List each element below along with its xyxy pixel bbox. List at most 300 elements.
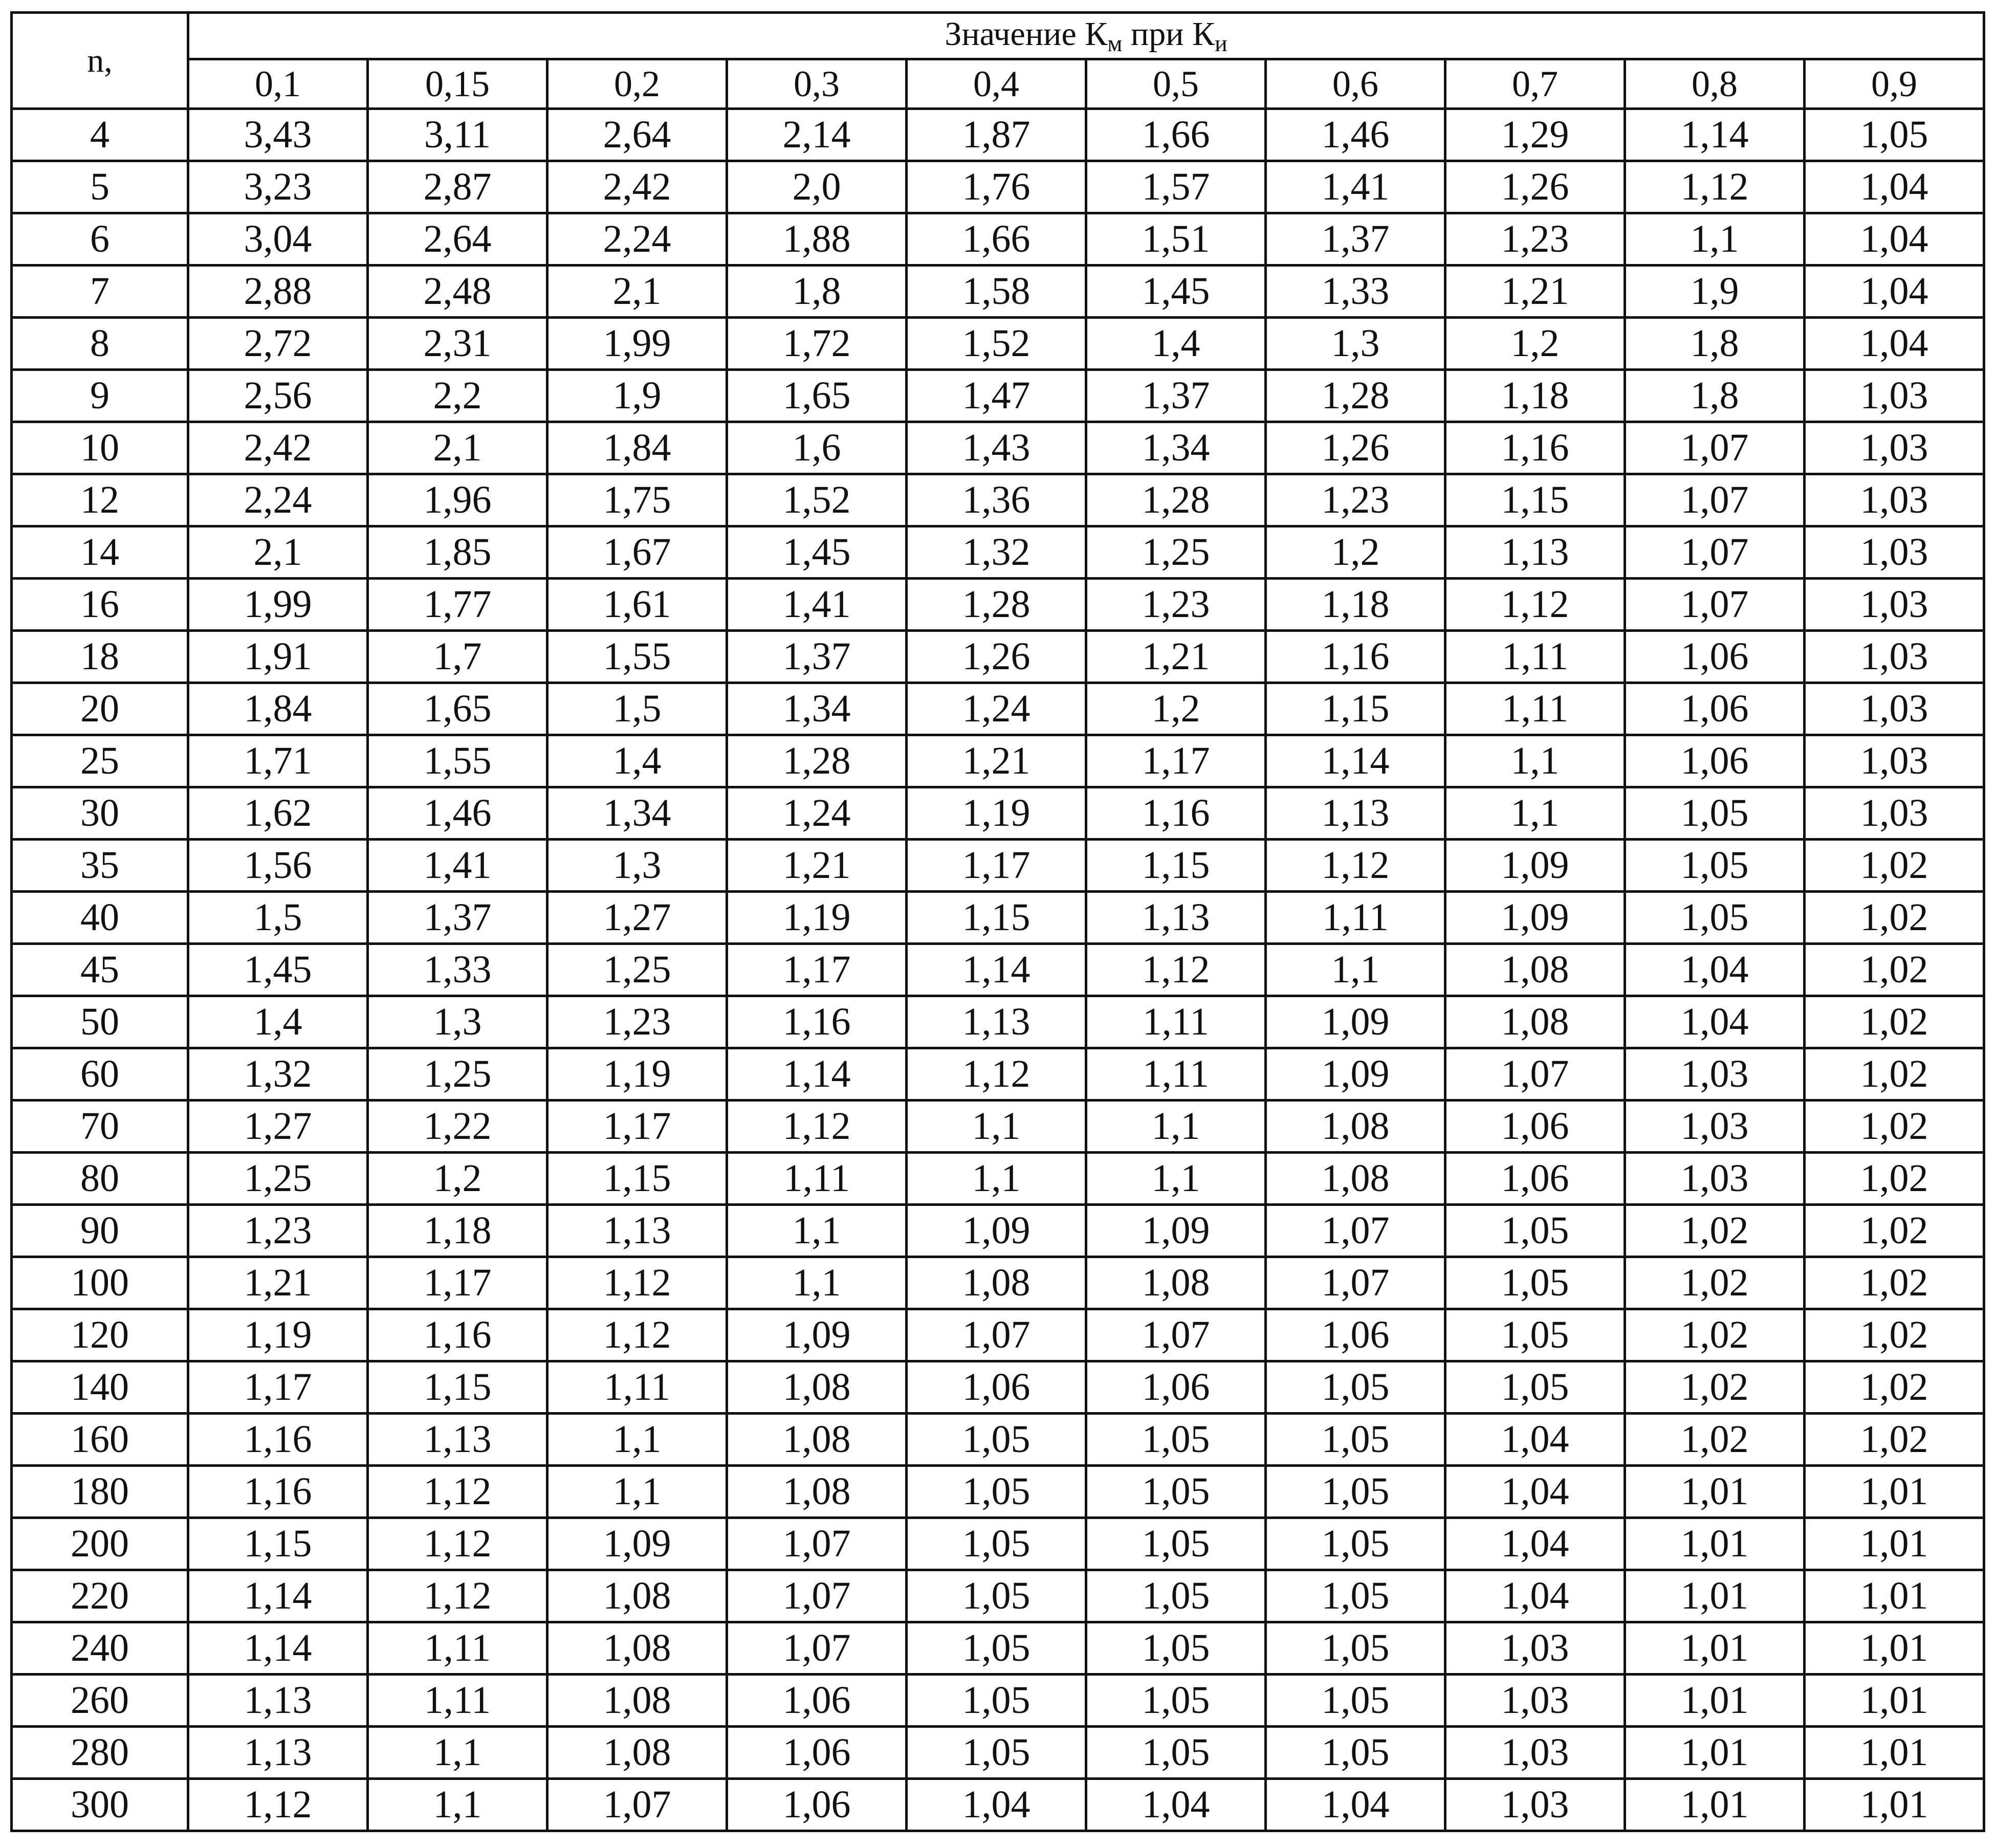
- km-value-cell: 1,61: [547, 579, 727, 631]
- table-row: [12, 787, 1984, 840]
- km-value-cell: 1,02: [1625, 1361, 1805, 1414]
- km-value-cell: 1,02: [1805, 840, 1984, 892]
- km-value-cell: 1,14: [907, 944, 1086, 996]
- km-value-cell: 1,29: [1445, 109, 1625, 161]
- km-value-cell: 1,07: [907, 1309, 1086, 1361]
- km-value-cell: 1,08: [1266, 1101, 1445, 1153]
- km-value-cell: 1,34: [727, 683, 907, 735]
- km-value-cell: 1,23: [1445, 213, 1625, 266]
- km-value-cell: 1,34: [547, 787, 727, 840]
- km-value-cell: 1,1: [907, 1101, 1086, 1153]
- km-value-cell: 2,14: [727, 109, 907, 161]
- km-value-cell: 1,45: [727, 526, 907, 579]
- km-value-cell: 1,12: [727, 1101, 907, 1153]
- km-value-cell: 1,08: [1086, 1257, 1266, 1309]
- km-value-cell: 2,64: [368, 213, 547, 266]
- km-value-cell: 1,55: [368, 735, 547, 787]
- km-value-cell: 1,19: [188, 1309, 368, 1361]
- km-value-cell: 1,07: [1625, 474, 1805, 526]
- km-value-cell: 1,04: [1445, 1518, 1625, 1570]
- ki-subscript: и: [1215, 30, 1227, 56]
- km-value-cell: 1,99: [547, 318, 727, 370]
- km-value-cell: 1,3: [547, 840, 727, 892]
- km-value-cell: 1,3: [1266, 318, 1445, 370]
- km-value-cell: 1,07: [727, 1622, 907, 1675]
- n-cell: 25: [12, 735, 188, 787]
- km-value-cell: 1,21: [727, 840, 907, 892]
- n-cell: 12: [12, 474, 188, 526]
- table-row: [12, 370, 1984, 422]
- km-value-cell: 1,99: [188, 579, 368, 631]
- km-value-cell: 1,05: [907, 1414, 1086, 1466]
- km-value-cell: 2,0: [727, 161, 907, 213]
- km-value-cell: 1,65: [368, 683, 547, 735]
- km-value-cell: 1,17: [727, 944, 907, 996]
- km-value-cell: 1,52: [907, 318, 1086, 370]
- km-value-cell: 1,17: [547, 1101, 727, 1153]
- km-value-cell: 1,05: [1086, 1675, 1266, 1727]
- km-value-cell: 1,03: [1805, 631, 1984, 683]
- km-value-cell: 1,2: [1266, 526, 1445, 579]
- table-body: [12, 109, 1984, 1831]
- km-value-cell: 1,23: [1086, 579, 1266, 631]
- km-value-cell: 1,12: [188, 1779, 368, 1831]
- km-value-cell: 1,05: [1625, 787, 1805, 840]
- km-value-cell: 1,2: [1086, 683, 1266, 735]
- km-value-cell: 1,11: [1086, 1048, 1266, 1101]
- km-value-cell: 1,21: [1445, 266, 1625, 318]
- km-value-cell: 1,04: [1805, 318, 1984, 370]
- ki-header-cell: 0,15: [368, 59, 547, 109]
- km-value-cell: 1,1: [727, 1205, 907, 1257]
- km-value-cell: 1,76: [907, 161, 1086, 213]
- km-coefficient-table: [10, 11, 1985, 1832]
- km-value-cell: 1,84: [188, 683, 368, 735]
- km-value-cell: 1,02: [1805, 1361, 1984, 1414]
- km-value-cell: 1,08: [1445, 996, 1625, 1048]
- km-value-cell: 1,36: [907, 474, 1086, 526]
- km-value-cell: 3,43: [188, 109, 368, 161]
- km-value-cell: 1,75: [547, 474, 727, 526]
- km-value-cell: 1,11: [1266, 892, 1445, 944]
- km-value-cell: 1,07: [1445, 1048, 1625, 1101]
- km-value-cell: 1,72: [727, 318, 907, 370]
- km-value-cell: 1,37: [368, 892, 547, 944]
- km-value-cell: 1,03: [1805, 422, 1984, 474]
- km-value-cell: 1,43: [907, 422, 1086, 474]
- km-value-cell: 1,04: [1445, 1466, 1625, 1518]
- ki-header-cell: 0,7: [1445, 59, 1625, 109]
- n-cell: 140: [12, 1361, 188, 1414]
- km-value-cell: 1,4: [188, 996, 368, 1048]
- km-value-cell: 1,14: [727, 1048, 907, 1101]
- n-cell: 180: [12, 1466, 188, 1518]
- km-value-cell: 1,02: [1805, 1309, 1984, 1361]
- km-value-cell: 1,06: [1625, 631, 1805, 683]
- n-cell: 10: [12, 422, 188, 474]
- km-value-cell: 2,2: [368, 370, 547, 422]
- km-value-cell: 1,34: [1086, 422, 1266, 474]
- table-row: [12, 1153, 1984, 1205]
- km-value-cell: 1,67: [547, 526, 727, 579]
- km-value-cell: 1,65: [727, 370, 907, 422]
- km-value-cell: 1,01: [1625, 1727, 1805, 1779]
- km-value-cell: 1,08: [547, 1675, 727, 1727]
- km-value-cell: 1,08: [727, 1361, 907, 1414]
- km-value-cell: 1,03: [1445, 1622, 1625, 1675]
- km-value-cell: 1,06: [1625, 735, 1805, 787]
- km-value-cell: 1,37: [1086, 370, 1266, 422]
- table-row: [12, 526, 1984, 579]
- km-value-cell: 1,18: [1445, 370, 1625, 422]
- km-value-cell: 1,23: [188, 1205, 368, 1257]
- km-value-cell: 1,4: [1086, 318, 1266, 370]
- km-value-cell: 2,24: [547, 213, 727, 266]
- km-value-cell: 1,62: [188, 787, 368, 840]
- km-value-cell: 2,1: [368, 422, 547, 474]
- km-value-cell: 1,05: [1805, 109, 1984, 161]
- km-value-cell: 2,88: [188, 266, 368, 318]
- km-value-cell: 1,15: [1266, 683, 1445, 735]
- km-value-cell: 1,06: [1445, 1153, 1625, 1205]
- km-value-cell: 1,1: [547, 1466, 727, 1518]
- n-cell: 20: [12, 683, 188, 735]
- km-value-cell: 1,15: [1445, 474, 1625, 526]
- km-value-cell: 1,51: [1086, 213, 1266, 266]
- km-value-cell: 1,14: [1625, 109, 1805, 161]
- km-value-cell: 1,08: [907, 1257, 1086, 1309]
- table-row: [12, 1257, 1984, 1309]
- ki-header-row: [12, 59, 1984, 109]
- km-value-cell: 2,48: [368, 266, 547, 318]
- km-value-cell: 1,04: [907, 1779, 1086, 1831]
- km-value-cell: 1,25: [1086, 526, 1266, 579]
- n-cell: 280: [12, 1727, 188, 1779]
- n-cell: 14: [12, 526, 188, 579]
- km-value-cell: 1,85: [368, 526, 547, 579]
- n-cell: 240: [12, 1622, 188, 1675]
- km-value-cell: 1,05: [907, 1570, 1086, 1622]
- km-value-cell: 1,18: [1266, 579, 1445, 631]
- km-value-cell: 1,09: [1445, 840, 1625, 892]
- km-value-cell: 1,15: [188, 1518, 368, 1570]
- km-value-cell: 1,1: [907, 1153, 1086, 1205]
- km-value-cell: 1,13: [1086, 892, 1266, 944]
- km-value-cell: 1,09: [1266, 1048, 1445, 1101]
- table-row: [12, 735, 1984, 787]
- km-value-cell: 1,04: [1625, 944, 1805, 996]
- n-cell: 9: [12, 370, 188, 422]
- km-value-cell: 1,12: [1266, 840, 1445, 892]
- km-value-cell: 1,02: [1625, 1205, 1805, 1257]
- km-value-cell: 1,05: [907, 1466, 1086, 1518]
- table-row: [12, 840, 1984, 892]
- km-value-cell: 1,87: [907, 109, 1086, 161]
- km-value-cell: 2,1: [547, 266, 727, 318]
- km-value-cell: 1,14: [188, 1622, 368, 1675]
- ki-header-cell: 0,6: [1266, 59, 1445, 109]
- km-value-cell: 1,05: [1086, 1518, 1266, 1570]
- table-row: [12, 422, 1984, 474]
- km-value-cell: 1,12: [547, 1257, 727, 1309]
- km-value-cell: 1,05: [1445, 1205, 1625, 1257]
- table-row: [12, 944, 1984, 996]
- km-value-cell: 1,07: [1086, 1309, 1266, 1361]
- km-value-cell: 1,03: [1805, 683, 1984, 735]
- km-value-cell: 1,71: [188, 735, 368, 787]
- ki-header-cell: 0,5: [1086, 59, 1266, 109]
- km-value-cell: 1,05: [1445, 1257, 1625, 1309]
- km-value-cell: 1,41: [1266, 161, 1445, 213]
- km-value-cell: 1,08: [547, 1622, 727, 1675]
- km-value-cell: 1,04: [1086, 1779, 1266, 1831]
- km-value-cell: 1,37: [727, 631, 907, 683]
- km-value-cell: 1,22: [368, 1101, 547, 1153]
- table-row: [12, 1414, 1984, 1466]
- km-value-cell: 1,05: [1266, 1361, 1445, 1414]
- km-value-cell: 1,02: [1805, 1414, 1984, 1466]
- n-cell: 4: [12, 109, 188, 161]
- km-value-cell: 1,02: [1805, 944, 1984, 996]
- km-value-cell: 1,27: [188, 1101, 368, 1153]
- ki-header-cell: 0,1: [188, 59, 368, 109]
- km-value-cell: 1,11: [368, 1675, 547, 1727]
- n-cell: 45: [12, 944, 188, 996]
- km-value-cell: 1,07: [1266, 1257, 1445, 1309]
- km-value-cell: 1,05: [1266, 1518, 1445, 1570]
- km-value-cell: 1,25: [547, 944, 727, 996]
- table-row: [12, 474, 1984, 526]
- km-value-cell: 2,64: [547, 109, 727, 161]
- km-value-cell: 1,09: [1266, 996, 1445, 1048]
- km-value-cell: 1,05: [907, 1518, 1086, 1570]
- km-value-cell: 1,09: [907, 1205, 1086, 1257]
- km-value-cell: 1,06: [727, 1727, 907, 1779]
- km-value-cell: 1,77: [368, 579, 547, 631]
- km-value-cell: 1,08: [727, 1466, 907, 1518]
- km-value-cell: 1,03: [1625, 1101, 1805, 1153]
- km-value-cell: 1,02: [1625, 1309, 1805, 1361]
- km-value-cell: 1,12: [1086, 944, 1266, 996]
- km-value-cell: 1,03: [1625, 1048, 1805, 1101]
- km-value-cell: 1,21: [188, 1257, 368, 1309]
- km-value-cell: 1,01: [1625, 1622, 1805, 1675]
- table-row: [12, 1361, 1984, 1414]
- km-value-cell: 1,28: [1086, 474, 1266, 526]
- km-value-cell: 1,16: [1445, 422, 1625, 474]
- km-value-cell: 1,1: [1086, 1153, 1266, 1205]
- km-value-cell: 1,05: [1086, 1570, 1266, 1622]
- km-value-cell: 1,06: [1266, 1309, 1445, 1361]
- km-value-cell: 1,01: [1805, 1622, 1984, 1675]
- table-row: [12, 579, 1984, 631]
- n-cell: 16: [12, 579, 188, 631]
- km-value-cell: 2,31: [368, 318, 547, 370]
- km-value-cell: 3,04: [188, 213, 368, 266]
- table-row: [12, 1570, 1984, 1622]
- km-value-cell: 1,14: [188, 1570, 368, 1622]
- km-value-cell: 1,1: [547, 1414, 727, 1466]
- km-value-cell: 1,19: [547, 1048, 727, 1101]
- km-value-cell: 1,28: [1266, 370, 1445, 422]
- km-value-cell: 1,01: [1805, 1466, 1984, 1518]
- km-value-cell: 1,17: [907, 840, 1086, 892]
- km-value-cell: 1,32: [188, 1048, 368, 1101]
- km-value-cell: 1,66: [1086, 109, 1266, 161]
- km-value-cell: 1,12: [368, 1518, 547, 1570]
- table-row: [12, 1466, 1984, 1518]
- km-value-cell: 1,01: [1625, 1466, 1805, 1518]
- km-value-cell: 1,66: [907, 213, 1086, 266]
- km-value-cell: 1,08: [1266, 1153, 1445, 1205]
- km-subscript: м: [1107, 30, 1123, 56]
- km-value-cell: 1,28: [727, 735, 907, 787]
- table-row: [12, 892, 1984, 944]
- km-value-cell: 1,96: [368, 474, 547, 526]
- n-cell: 160: [12, 1414, 188, 1466]
- n-cell: 50: [12, 996, 188, 1048]
- km-value-cell: 1,1: [1086, 1101, 1266, 1153]
- table-row: [12, 161, 1984, 213]
- km-value-cell: 1,05: [1445, 1309, 1625, 1361]
- km-value-cell: 1,4: [547, 735, 727, 787]
- km-value-cell: 1,8: [1625, 370, 1805, 422]
- km-value-cell: 2,24: [188, 474, 368, 526]
- table-row: [12, 318, 1984, 370]
- km-value-cell: 1,6: [727, 422, 907, 474]
- km-value-cell: 1,03: [1805, 735, 1984, 787]
- km-value-cell: 1,12: [547, 1309, 727, 1361]
- km-value-cell: 1,25: [188, 1153, 368, 1205]
- km-value-cell: 1,16: [727, 996, 907, 1048]
- n-cell: 80: [12, 1153, 188, 1205]
- km-value-cell: 1,17: [1086, 735, 1266, 787]
- km-value-cell: 1,16: [188, 1466, 368, 1518]
- km-value-cell: 1,02: [1805, 1153, 1984, 1205]
- km-value-cell: 1,06: [727, 1779, 907, 1831]
- km-value-cell: 1,11: [1086, 996, 1266, 1048]
- km-value-cell: 1,11: [1445, 683, 1625, 735]
- km-value-cell: 1,17: [368, 1257, 547, 1309]
- km-value-cell: 1,8: [1625, 318, 1805, 370]
- km-value-cell: 1,15: [907, 892, 1086, 944]
- n-cell: 120: [12, 1309, 188, 1361]
- km-value-cell: 1,05: [907, 1675, 1086, 1727]
- km-value-cell: 2,42: [188, 422, 368, 474]
- km-value-cell: 1,91: [188, 631, 368, 683]
- km-value-cell: 1,12: [1445, 579, 1625, 631]
- km-value-cell: 1,23: [547, 996, 727, 1048]
- km-value-cell: 1,03: [1445, 1727, 1625, 1779]
- table-row: [12, 1622, 1984, 1675]
- km-value-cell: 1,04: [1625, 996, 1805, 1048]
- km-value-cell: 1,45: [1086, 266, 1266, 318]
- km-value-cell: 1,1: [1445, 787, 1625, 840]
- ki-header-cell: 0,9: [1805, 59, 1984, 109]
- table-row: [12, 1309, 1984, 1361]
- km-value-cell: 1,04: [1805, 213, 1984, 266]
- km-value-cell: 1,06: [907, 1361, 1086, 1414]
- km-value-cell: 1,09: [547, 1518, 727, 1570]
- km-value-cell: 1,01: [1805, 1570, 1984, 1622]
- km-value-cell: 3,11: [368, 109, 547, 161]
- km-value-cell: 1,16: [1086, 787, 1266, 840]
- km-value-cell: 3,23: [188, 161, 368, 213]
- km-value-cell: 1,08: [547, 1727, 727, 1779]
- table-row: [12, 1675, 1984, 1727]
- km-value-cell: 1,41: [727, 579, 907, 631]
- km-value-cell: 1,05: [1086, 1414, 1266, 1466]
- km-value-cell: 1,12: [1625, 161, 1805, 213]
- km-value-cell: 1,02: [1805, 1101, 1984, 1153]
- km-value-cell: 1,13: [547, 1205, 727, 1257]
- km-value-cell: 1,05: [1625, 892, 1805, 944]
- km-value-cell: 1,1: [1266, 944, 1445, 996]
- table-row: [12, 631, 1984, 683]
- n-cell: 7: [12, 266, 188, 318]
- km-value-cell: 2,72: [188, 318, 368, 370]
- km-value-cell: 1,08: [727, 1414, 907, 1466]
- km-value-cell: 1,05: [907, 1622, 1086, 1675]
- km-value-cell: 1,03: [1805, 370, 1984, 422]
- km-value-cell: 1,17: [188, 1361, 368, 1414]
- km-value-cell: 1,24: [907, 683, 1086, 735]
- km-value-cell: 2,1: [188, 526, 368, 579]
- table-row: [12, 213, 1984, 266]
- table-row: [12, 1205, 1984, 1257]
- km-value-cell: 1,03: [1805, 526, 1984, 579]
- km-value-cell: 1,03: [1805, 579, 1984, 631]
- km-value-cell: 1,02: [1805, 1048, 1984, 1101]
- table-row: [12, 1727, 1984, 1779]
- km-value-cell: 1,3: [368, 996, 547, 1048]
- km-value-cell: 1,01: [1805, 1779, 1984, 1831]
- n-cell: 90: [12, 1205, 188, 1257]
- km-value-cell: 1,5: [188, 892, 368, 944]
- n-cell: 260: [12, 1675, 188, 1727]
- km-value-cell: 1,25: [368, 1048, 547, 1101]
- km-value-cell: 1,24: [727, 787, 907, 840]
- km-value-cell: 1,33: [1266, 266, 1445, 318]
- ki-header-cell: 0,8: [1625, 59, 1805, 109]
- km-value-cell: 1,04: [1266, 1779, 1445, 1831]
- km-value-cell: 1,11: [547, 1361, 727, 1414]
- km-value-cell: 1,05: [1086, 1466, 1266, 1518]
- km-value-cell: 1,08: [547, 1570, 727, 1622]
- km-value-cell: 1,1: [1625, 213, 1805, 266]
- km-value-cell: 1,11: [1445, 631, 1625, 683]
- km-value-cell: 1,12: [907, 1048, 1086, 1101]
- km-value-cell: 1,13: [368, 1414, 547, 1466]
- km-value-cell: 1,16: [368, 1309, 547, 1361]
- table-row: [12, 1101, 1984, 1153]
- km-value-cell: 1,07: [1625, 579, 1805, 631]
- km-value-cell: 1,05: [1445, 1361, 1625, 1414]
- km-value-cell: 1,13: [188, 1727, 368, 1779]
- km-value-cell: 1,21: [907, 735, 1086, 787]
- km-value-cell: 1,84: [547, 422, 727, 474]
- km-value-cell: 1,45: [188, 944, 368, 996]
- km-value-cell: 1,37: [1266, 213, 1445, 266]
- n-cell: 30: [12, 787, 188, 840]
- km-value-cell: 1,02: [1805, 1257, 1984, 1309]
- km-value-cell: 1,88: [727, 213, 907, 266]
- km-value-cell: 1,03: [1445, 1779, 1625, 1831]
- km-value-cell: 1,05: [1266, 1675, 1445, 1727]
- km-value-cell: 1,05: [1266, 1622, 1445, 1675]
- km-value-cell: 1,1: [1445, 735, 1625, 787]
- km-value-cell: 1,04: [1805, 161, 1984, 213]
